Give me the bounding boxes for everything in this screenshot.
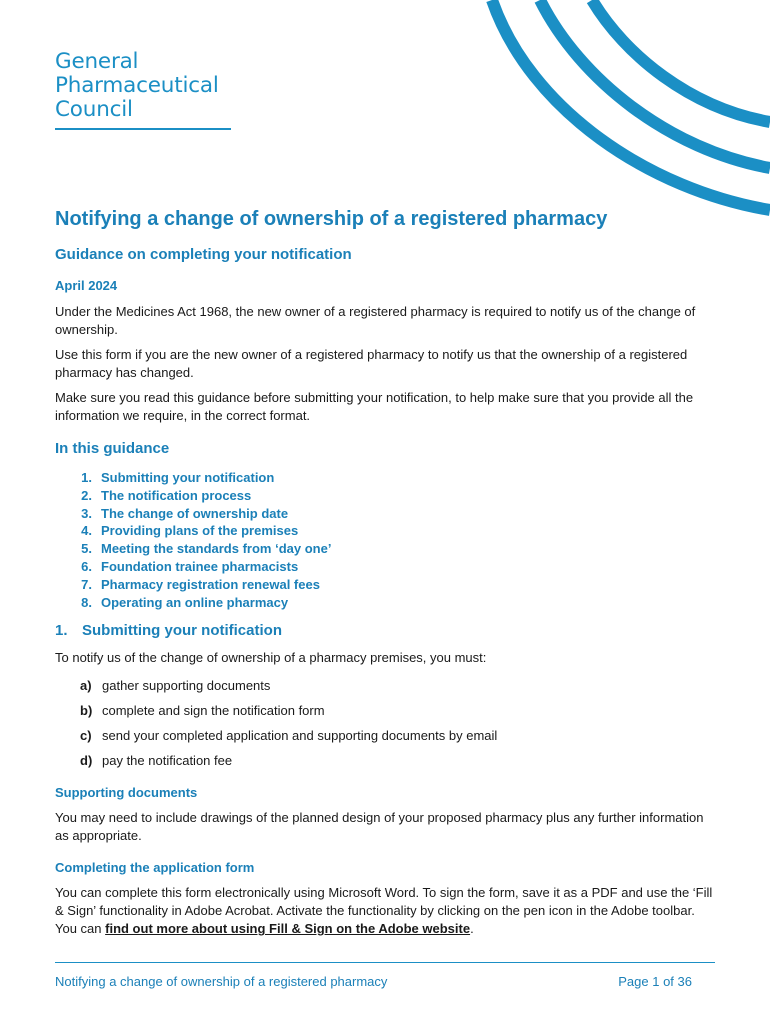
page-footer (55, 962, 715, 989)
toc-item-8[interactable] (55, 594, 715, 612)
supporting-documents-heading: Supporting documents (55, 785, 198, 801)
logo-line-3: Council (55, 97, 133, 122)
list-item (55, 702, 715, 720)
step-letter: c) (80, 728, 92, 744)
toc-item-number: 7. (81, 576, 92, 592)
list-item (55, 752, 715, 770)
logo-underline (55, 128, 231, 130)
toc-item-label[interactable]: The notification process (101, 487, 252, 503)
toc-item-label[interactable]: Operating an online pharmacy (101, 594, 289, 610)
toc-item-5[interactable] (55, 540, 715, 558)
toc-heading: In this guidance (55, 440, 170, 457)
logo-line-2: Pharmaceutical (55, 73, 219, 98)
page-subtitle: Guidance on completing your notification (55, 246, 352, 263)
document-body (55, 206, 715, 945)
step-letter: a) (80, 678, 92, 694)
steps-list (55, 677, 715, 770)
section-title: Submitting your notification (82, 622, 282, 640)
toc-item-label[interactable]: Submitting your notification (101, 470, 275, 485)
toc-item-label[interactable]: Foundation trainee pharmacists (101, 558, 299, 574)
toc-item-number: 5. (81, 541, 92, 557)
toc-item-4[interactable] (55, 522, 715, 540)
step-text: gather supporting documents (102, 678, 271, 694)
step-letter: d) (80, 753, 93, 769)
completing-form-body: You can complete this form electronically using Microsoft Word. To sign the form, save it as a PDF and use the ‘Fill & Sign’ functionality in Adobe Acrobat. Activate the functionality by clicking on the pen icon in the Adobe toolbar. You can (55, 885, 713, 937)
toc-item-number: 3. (81, 505, 92, 521)
toc-item-number: 1. (81, 470, 92, 485)
intro-paragraph-3: Make sure you read this guidance before submitting your notification, to help make sure that you provide all the information we require, in the correct format. (55, 390, 694, 423)
page-title: Notifying a change of ownership of a registered pharmacy (55, 208, 608, 230)
list-item (55, 727, 715, 745)
toc-item-number: 2. (81, 487, 92, 503)
toc-item-7[interactable] (55, 576, 715, 594)
step-text: pay the notification fee (102, 753, 233, 769)
list-item (55, 677, 715, 695)
toc-item-label[interactable]: Providing plans of the premises (101, 523, 299, 539)
arc-middle (540, 0, 770, 168)
publication-date: April 2024 (55, 278, 118, 293)
toc-item-6[interactable] (55, 558, 715, 576)
toc-item-label[interactable]: The change of ownership date (101, 505, 289, 521)
gphc-logo (55, 50, 231, 130)
step-letter: b) (80, 703, 93, 719)
toc-item-number: 6. (81, 558, 92, 574)
footer-title: Notifying a change of ownership of a registered pharmacy (55, 974, 388, 989)
adobe-fill-sign-link[interactable]: find out more about using Fill & Sign on the Adobe website (105, 921, 471, 937)
step-text: complete and sign the notification form (102, 703, 325, 719)
completing-form-heading: Completing the application form (55, 860, 255, 876)
toc-item-number: 4. (81, 523, 92, 539)
toc-item-3[interactable] (55, 505, 715, 523)
completing-form-text (55, 884, 715, 938)
section-number: 1. (55, 622, 68, 640)
toc-item-label[interactable]: Pharmacy registration renewal fees (101, 576, 320, 592)
toc-item-1[interactable] (55, 469, 715, 487)
section-1-heading (55, 621, 715, 641)
toc-item-2[interactable] (55, 487, 715, 505)
section-1-intro: To notify us of the change of ownership of a pharmacy premises, you must: (55, 650, 487, 666)
table-of-contents (55, 469, 715, 611)
toc-item-label[interactable]: Meeting the standards from ‘day one’ (101, 541, 332, 557)
page-number: Page 1 of 36 (618, 974, 692, 989)
completing-form-end: . (470, 921, 474, 937)
intro-paragraph-2: Use this form if you are the new owner of a registered pharmacy to notify us that the ownership of a registered pharmacy has changed. (55, 347, 688, 380)
toc-item-number: 8. (81, 594, 92, 610)
logo-line-1: General (55, 49, 139, 74)
intro-paragraph-1: Under the Medicines Act 1968, the new owner of a registered pharmacy is required to notify us of the change of ownership. (55, 304, 696, 337)
step-text: send your completed application and supporting documents by email (102, 728, 498, 744)
supporting-documents-text: You may need to include drawings of the planned design of your proposed pharmacy plus any further information as appropriate. (55, 810, 704, 844)
